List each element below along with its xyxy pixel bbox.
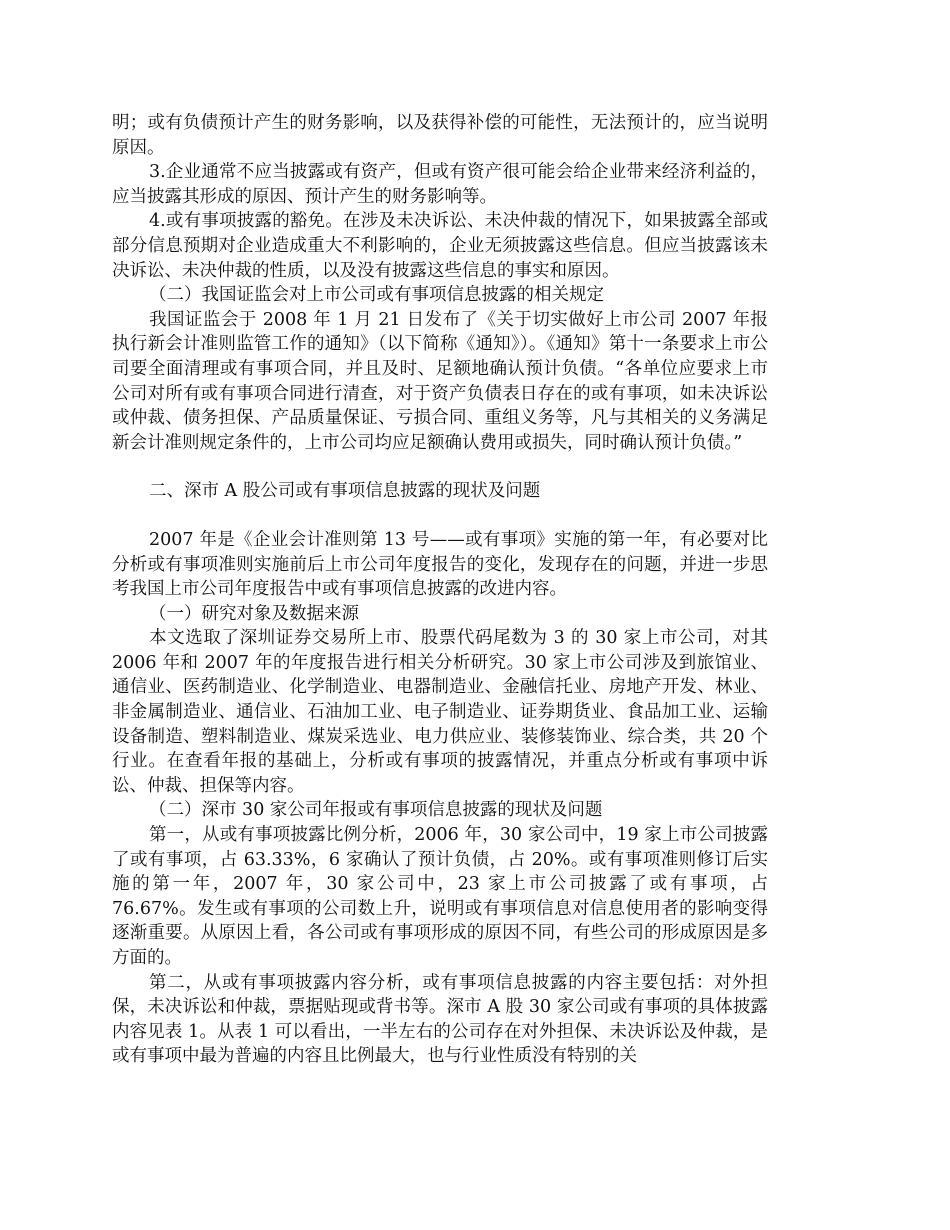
paragraph-research-sample: 本文选取了深圳证券交易所上市、股票代码尾数为 3 的 30 家上市公司，对其 2006 年和 2007 年的年度报告进行相关分析研究。30 家上市公司涉及到旅馆业、通信业、医药制造业、化学制造业、电器制造业、金融信托业、房地产开发、林业、非金属制造业、通信业、石油加工业、电子制造业、证券期货业、食品加工业、运输设备制造、塑料制造业、煤炭采选业、电力供应业、装修装饰业、综合类，共 20 个行业。在查看年报的基础上，分析或有事项的披露情况，并重点分析或有事项中诉讼、仲裁、担保等内容。 bbox=[112, 628, 768, 796]
paragraph-first-ratio: 第一，从或有事项披露比例分析，2006 年，30 家公司中，19 家上市公司披露了或有事项，占 63.33%，6 家确认了预计负债，占 20%。或有事项准则修订后实施的第一年，2007 年，30 家公司中，23 家上市公司披露了或有事项，占 76.67%。发生或有事项的公司数上升，说明或有事项信息对信息使用者的影响变得逐渐重要。从原因上看，各公司或有事项形成的原因不同，有些公司的形成原因是多方面的。 bbox=[112, 825, 768, 968]
subheading-disclosure-status: （二）深市 30 家公司年报或有事项信息披露的现状及问题 bbox=[149, 800, 603, 821]
paragraph-item-4: 4.或有事项披露的豁免。在涉及未决诉讼、未决仲裁的情况下，如果披露全部或部分信息预期对企业造成重大不利影响的，企业无须披露这些信息。但应当披露该未决诉讼、未决仲裁的性质，以及没有披露这些信息的事实和原因。 bbox=[112, 211, 768, 281]
paragraph-2007-intro: 2007 年是《企业会计准则第 13 号——或有事项》实施的第一年，有必要对比分析或有事项准则实施前后上市公司年度报告的变化，发现存在的问题，并进一步思考我国上市公司年度报告中或有事项信息披露的改进内容。 bbox=[112, 529, 768, 600]
paragraph-csrc-notice: 我国证监会于 2008 年 1 月 21 日发布了《关于切实做好上市公司 2007 年报执行新会计准则监管工作的通知》（以下简称《通知》）。《通知》第十一条要求上市公司要全面清理或有事项合同，并且及时、足额地确认预计负债。“各单位应要求上市公司对所有或有事项合同进行清查，对于资产负债表日存在的或有事项，如未决诉讼或仲裁、债务担保、产品质量保证、亏损合同、重组义务等，凡与其相关的义务满足新会计准则规定条件的，上市公司均应足额确认费用或损失，同时确认预计负债。” bbox=[112, 309, 768, 453]
paragraph-second-content: 第二，从或有事项披露内容分析，或有事项信息披露的内容主要包括：对外担保，未决诉讼和仲裁，票据贴现或背书等。深市 A 股 30 家公司或有事项的具体披露内容见表 1。从表 1 可以看出，一半左右的公司存在对外担保、未决诉讼及仲裁，是或有事项中最为普遍的内容且比例最大，也与行业性质没有特别的关 bbox=[112, 972, 768, 1067]
subheading-csrc-rules: （二）我国证监会对上市公司或有事项信息披露的相关规定 bbox=[149, 285, 604, 306]
document-page bbox=[112, 111, 768, 1069]
paragraph-continuation: 明；或有负债预计产生的财务影响，以及获得补偿的可能性，无法预计的，应当说明原因。 bbox=[112, 113, 768, 158]
section-heading-2: 二、深市 A 股公司或有事项信息披露的现状及问题 bbox=[149, 481, 541, 502]
subheading-research-object: （一）研究对象及数据来源 bbox=[149, 603, 359, 624]
paragraph-item-3: 3.企业通常不应当披露或有资产，但或有资产很可能会给企业带来经济利益的，应当披露其形成的原因、预计产生的财务影响等。 bbox=[112, 162, 768, 207]
